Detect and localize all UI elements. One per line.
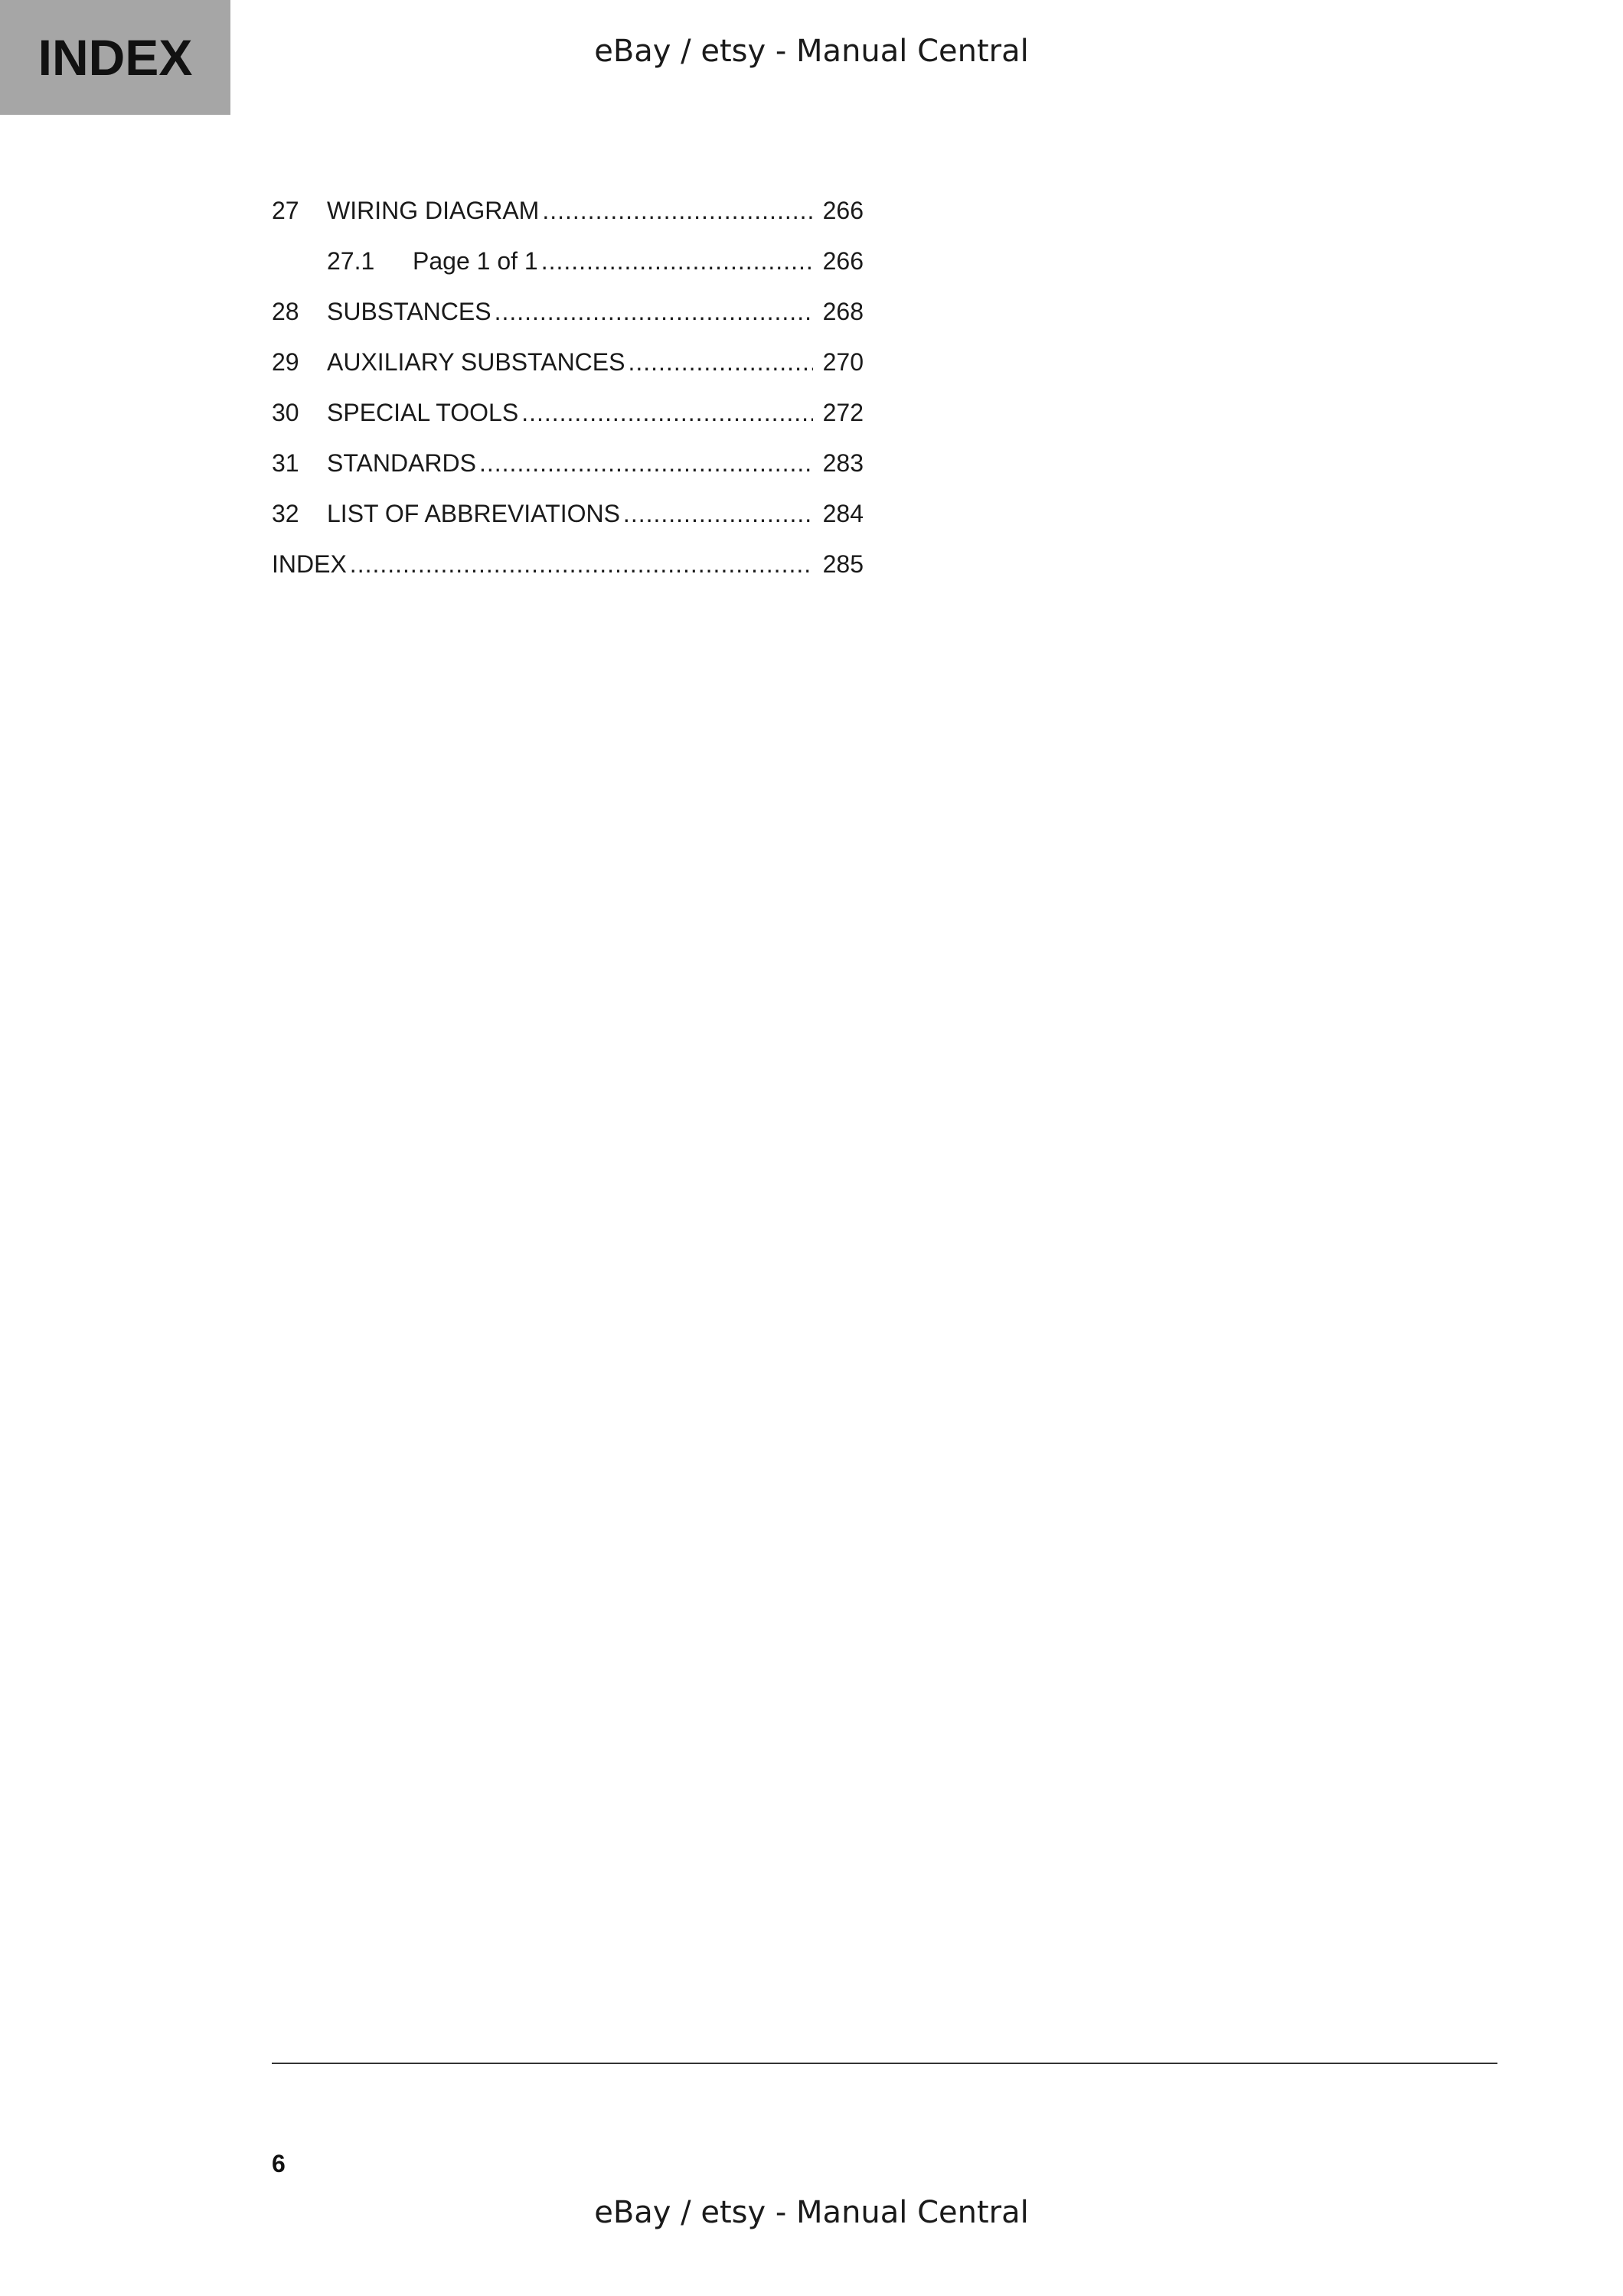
toc-number: 31 [272, 448, 299, 477]
toc-leader-dots [350, 550, 813, 579]
toc-entry-27[interactable] [272, 185, 864, 236]
toc-entry-29[interactable] [272, 337, 864, 387]
toc-entry-index[interactable] [272, 539, 864, 589]
page-header: eBay / etsy - Manual Central [594, 34, 1029, 69]
toc-leader-dots [542, 197, 813, 225]
table-of-contents [272, 185, 864, 589]
toc-title: AUXILIARY SUBSTANCES [327, 347, 625, 376]
toc-leader-dots [479, 449, 813, 478]
page-footer: eBay / etsy - Manual Central [594, 2195, 1029, 2230]
toc-entry-31[interactable] [272, 438, 864, 488]
toc-page-number: 284 [822, 499, 864, 527]
toc-page-number: 272 [822, 398, 864, 426]
toc-number: 30 [272, 398, 299, 426]
toc-title: SPECIAL TOOLS [327, 398, 519, 426]
toc-leader-dots [495, 298, 813, 326]
toc-entry-32[interactable] [272, 488, 864, 539]
toc-title: LIST OF ABBREVIATIONS [327, 499, 620, 527]
toc-entry-27-1[interactable] [272, 236, 864, 286]
toc-page-number: 270 [822, 347, 864, 376]
toc-title: INDEX [272, 550, 347, 578]
toc-title: WIRING DIAGRAM [327, 196, 540, 224]
page-number: 6 [272, 2150, 286, 2177]
footer-divider [272, 2063, 1497, 2064]
toc-title: SUBSTANCES [327, 297, 491, 325]
toc-entry-28[interactable] [272, 286, 864, 337]
toc-entry-30[interactable] [272, 387, 864, 438]
toc-page-number: 285 [822, 550, 864, 578]
toc-number: 27 [272, 196, 299, 224]
toc-leader-dots [521, 399, 813, 427]
toc-page-number: 268 [822, 297, 864, 325]
toc-leader-dots [623, 500, 813, 528]
toc-leader-dots [541, 247, 813, 276]
toc-title: STANDARDS [327, 448, 476, 477]
toc-page-number: 266 [822, 246, 864, 275]
toc-number: 29 [272, 347, 299, 376]
toc-page-number: 283 [822, 448, 864, 477]
toc-number: 32 [272, 499, 299, 527]
toc-title: Page 1 of 1 [413, 246, 538, 275]
toc-page-number: 266 [822, 196, 864, 224]
index-tab: INDEX [0, 0, 230, 115]
toc-leader-dots [628, 348, 813, 377]
toc-number: 28 [272, 297, 299, 325]
toc-number: 27.1 [327, 246, 375, 275]
